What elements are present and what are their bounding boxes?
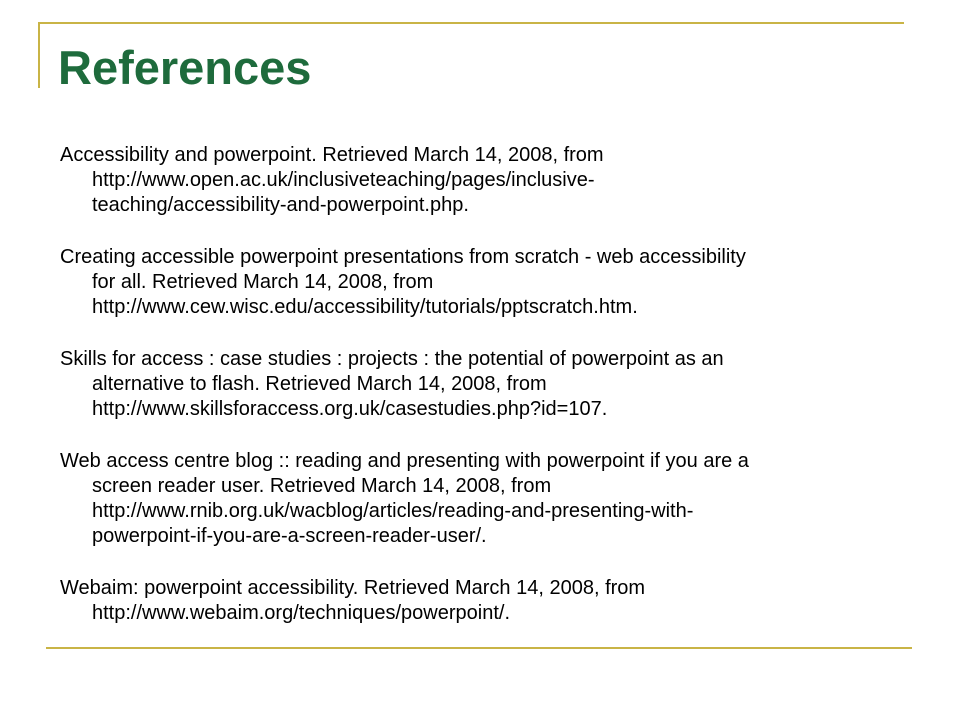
reference-item xyxy=(60,576,860,626)
reference-text-line: Web access centre blog :: reading and presenting with powerpoint if you are a xyxy=(60,450,749,472)
reference-text-line: teaching/accessibility-and-powerpoint.php. xyxy=(92,194,469,216)
reference-text-line: powerpoint-if-you-are-a-screen-reader-user/. xyxy=(92,525,487,547)
slide-title: References xyxy=(58,41,312,94)
reference-text-line: http://www.webaim.org/techniques/powerpoint/. xyxy=(92,602,510,624)
reference-item xyxy=(60,143,860,218)
reference-text-line: http://www.skillsforaccess.org.uk/casestudies.php?id=107. xyxy=(92,398,608,420)
reference-item xyxy=(60,245,860,320)
reference-text-line: for all. Retrieved March 14, 2008, from xyxy=(92,271,434,293)
frame-top-rule xyxy=(38,22,904,24)
reference-item xyxy=(60,347,860,422)
reference-text-line: http://www.cew.wisc.edu/accessibility/tutorials/pptscratch.htm. xyxy=(92,296,638,318)
reference-text-line: screen reader user. Retrieved March 14, 2008, from xyxy=(92,475,552,497)
reference-item xyxy=(60,449,860,549)
reference-list xyxy=(60,143,860,653)
reference-text-line: alternative to flash. Retrieved March 14, 2008, from xyxy=(92,373,547,395)
reference-text-line: Skills for access : case studies : projects : the potential of powerpoint as an xyxy=(60,348,724,370)
reference-text-line: Accessibility and powerpoint. Retrieved March 14, 2008, from xyxy=(60,144,604,166)
frame-left-rule xyxy=(38,22,40,88)
reference-text-line: http://www.rnib.org.uk/wacblog/articles/reading-and-presenting-with- xyxy=(92,500,694,522)
reference-text-line: Creating accessible powerpoint presentations from scratch - web accessibility xyxy=(60,246,746,268)
frame-bottom-rule xyxy=(46,647,912,649)
reference-text-line: http://www.open.ac.uk/inclusiveteaching/pages/inclusive- xyxy=(92,169,595,191)
reference-text-line: Webaim: powerpoint accessibility. Retrieved March 14, 2008, from xyxy=(60,577,646,599)
